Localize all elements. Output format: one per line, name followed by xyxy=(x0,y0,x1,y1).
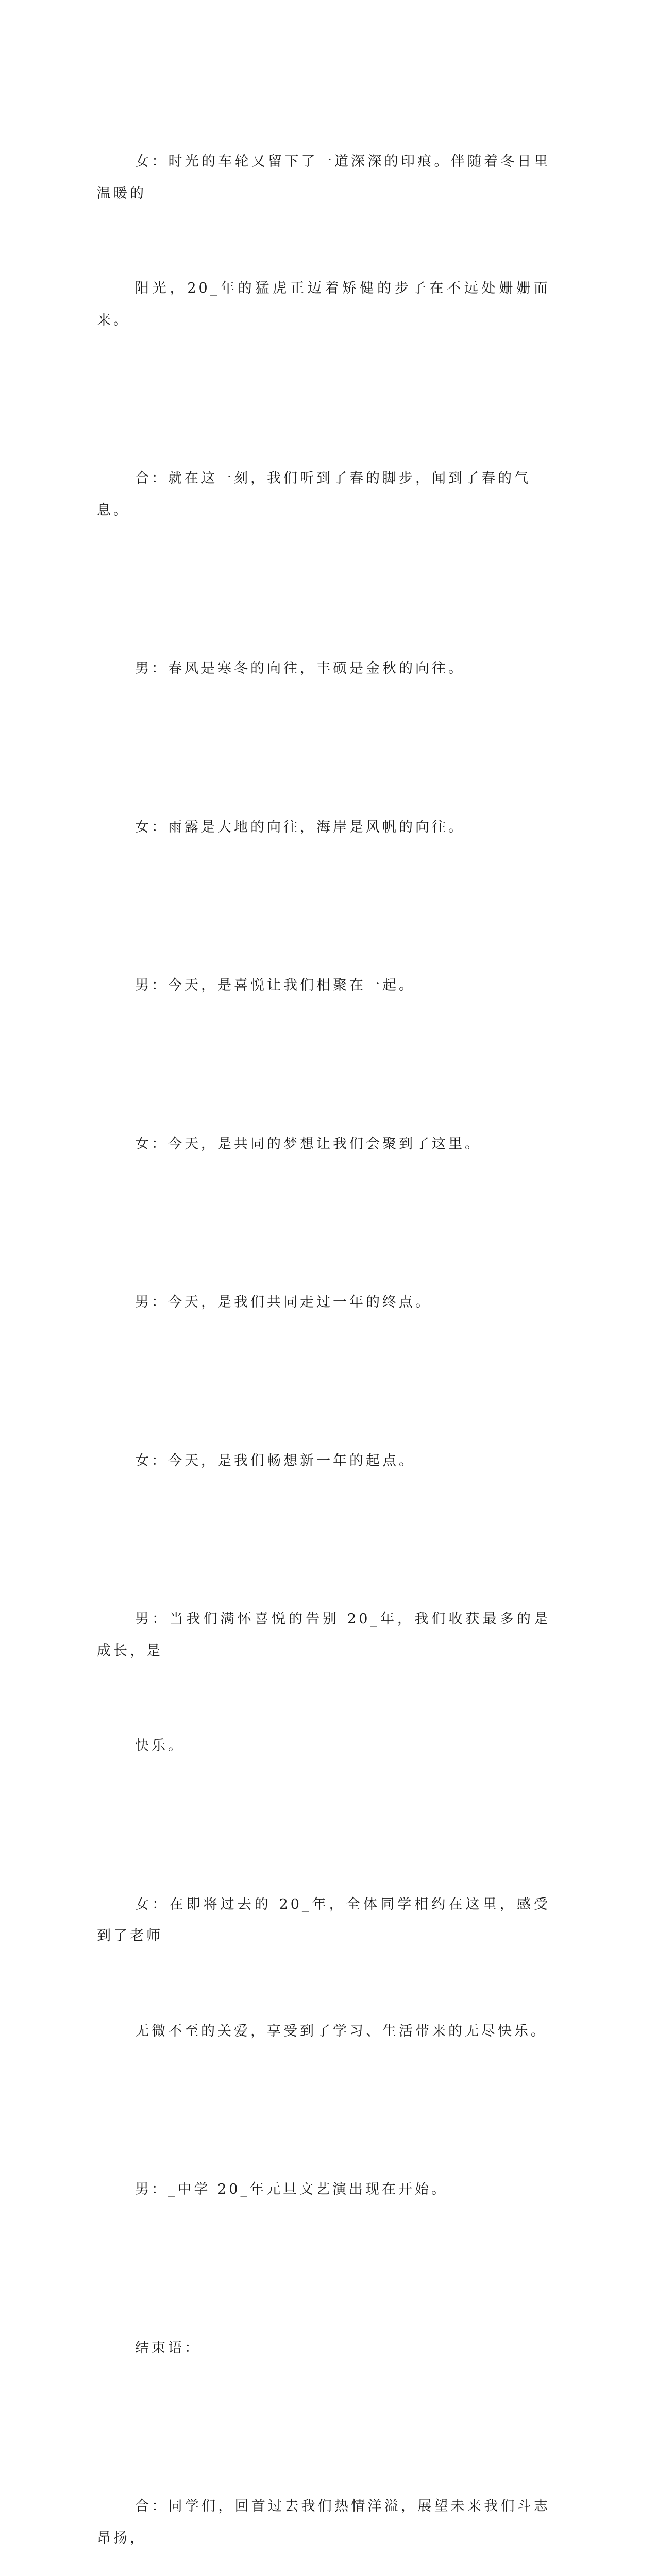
paragraph-line: 无微不至的关爱，享受到了学习、生活带来的无尽快乐。 xyxy=(135,2023,547,2039)
paragraph-line: 男：春风是寒冬的向往，丰硕是金秋的向往。 xyxy=(135,660,465,676)
paragraph-male-spring-wind xyxy=(97,589,550,748)
paragraph-female-teachers xyxy=(97,1825,550,2111)
paragraph-line: 合：就在这一刻，我们听到了春的脚步，闻到了春的气息。 xyxy=(97,470,531,518)
paragraph-female-today-dream xyxy=(97,1065,550,1224)
paragraph-together-spring xyxy=(97,399,550,589)
paragraph-line: 合：同学们，回首过去我们热情洋溢，展望未来我们斗志昂扬， xyxy=(97,2498,550,2546)
paragraph-male-today-joy xyxy=(97,906,550,1065)
paragraph-male-today-end xyxy=(97,1223,550,1382)
paragraph-line: 女：今天，是共同的梦想让我们会聚到了这里。 xyxy=(135,1136,481,1152)
paragraph-female-today-start xyxy=(97,1382,550,1540)
paragraph-female-opening xyxy=(97,82,550,399)
paragraph-line: 女：雨露是大地的向往，海岸是风帆的向往。 xyxy=(135,819,465,835)
paragraph-line: 男：当我们满怀喜悦的告别 20_年，我们收获最多的是成长，是 xyxy=(97,1611,550,1659)
paragraph-line: 结束语： xyxy=(135,2340,201,2356)
paragraph-female-rain-dew xyxy=(97,748,550,907)
paragraph-line: 女：时光的车轮又留下了一道深深的印痕。伴随着冬日里温暖的 xyxy=(97,154,550,201)
paragraph-line: 男：今天，是喜悦让我们相聚在一起。 xyxy=(135,977,415,993)
paragraph-line: 快乐。 xyxy=(135,1738,184,1754)
paragraph-male-show-start xyxy=(97,2110,550,2269)
section-heading-closing xyxy=(97,2269,550,2428)
paragraph-line: 男：_中学 20_年元旦文艺演出现在开始。 xyxy=(135,2181,448,2197)
document-body xyxy=(97,82,550,2576)
paragraph-male-farewell xyxy=(97,1540,550,1825)
paragraph-line: 女：今天，是我们畅想新一年的起点。 xyxy=(135,1452,415,1469)
paragraph-line: 阳光，20_年的猛虎正迈着矫健的步子在不远处姗姗而来。 xyxy=(97,280,550,328)
paragraph-line: 男：今天，是我们共同走过一年的终点。 xyxy=(135,1294,432,1310)
paragraph-line: 女：在即将过去的 20_年，全体同学相约在这里，感受到了老师 xyxy=(97,1896,550,1944)
paragraph-together-classmates xyxy=(97,2427,550,2576)
